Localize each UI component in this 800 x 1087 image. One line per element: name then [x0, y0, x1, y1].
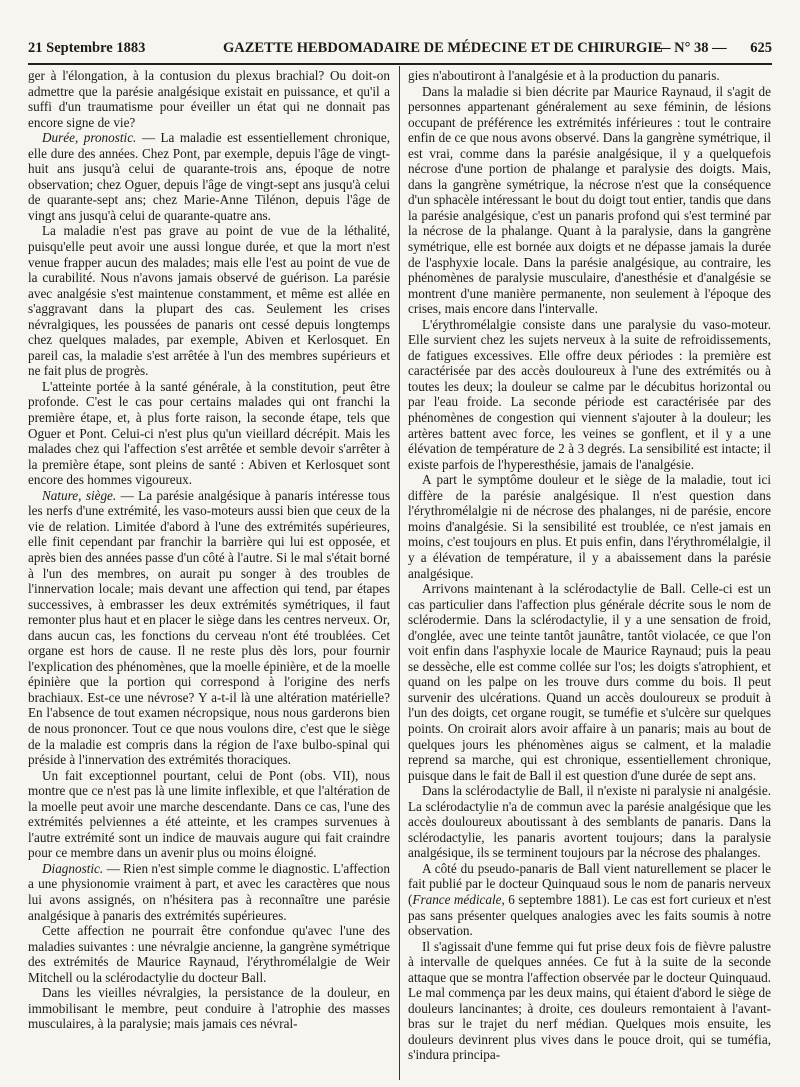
section-lead: Nature, siège. [42, 487, 117, 503]
paragraph: Cette affection ne pourrait être confondue qu'avec l'une des maladies suivantes : une névralgie ancienne, la gangrène symétrique des extrémités de Maurice Raynaud, l'érythromélalgie de Weir Mitchell ou la sclérodactylie du docteur Ball. [28, 923, 390, 985]
paragraph: La maladie n'est pas grave au point de vue de la léthalité, puisqu'elle peut avoir une aussi longue durée, et que la mort n'est venue frapper aucun des malades; mais elle l'est au point de vue de la curabilité. Nous n'avons jamais observé de guérison. La parésie avec analgésie s'est maintenue constamment, et même est allée en s'aggravant dans la plupart des cas. Seulement les crises névralgiques, les poussées de panaris ont cessé depuis longtemps chez quelques malades, par exemple, Abiven et Kerlosquet. En pareil cas, la maladie s'est arrêtée à l'un des membres supérieurs et ne fait plus de progrès. [28, 223, 390, 379]
paragraph: ger à l'élongation, à la contusion du plexus brachial? Ou doit-on admettre que la parésie analgésique existait en puissance, et qu'il a suffi d'un traumatisme pour éveiller un état qui ne donnait pas encore signe de vie? [28, 68, 390, 130]
journal-citation: France médicale [412, 891, 502, 907]
header-rule [28, 63, 772, 65]
section-lead: Diagnostic. [42, 860, 104, 876]
paragraph: Nature, siège. — La parésie analgésique à panaris intéresse tous les nerfs d'une extrémité, les vaso-moteurs aussi bien que ceux de la vie de relation. Limitée d'abord à l'une des extrémités supérieures, elle finit cependant par franchir la barrière qui lui est opposée, et après bien des années passe d'un côté à l'autre. Si le mal s'était borné à l'un des membres, on aurait pu songer à des troubles de l'innervation locale; mais devant une affection qui tend, par étapes successives, à embrasser les deux extrémités symétriques, il faut remonter plus haut et en placer le siège dans les centres nerveux. Or, dans aucun cas, les fonctions du cerveau n'ont été troublées. Cet organe est hors de cause. Il ne reste plus dès lors, pour fournir l'explication des phénomènes, que la moelle épinière, et de la moelle épinière que la portion qui correspond à l'origine des nerfs brachiaux. Est-ce une névrose? Y a-t-il là une altération matérielle? En l'absence de tout examen nécropsique, nous nous garderons bien de nous prononcer. Tout ce que nous voulons dire, c'est que le siège de la maladie est compris dans la région de l'axe bulbo-spinal qui préside à l'innervation des extrémités thoraciques. [28, 487, 390, 768]
paragraph: A part le symptôme douleur et le siège de la maladie, tout ici diffère de la parésie analgésique. Il n'est question dans l'érythromélalgie ni de nécrose des phalanges, ni de parésie, encore moins d'analgésie. Si la sensibilité est troublée, ce n'est jamais en moins, c'est toujours en plus. Et puis enfin, dans l'érythromélalgie, il y a élévation de température, il y a abaissement dans la parésie analgésique. [408, 472, 771, 581]
paragraph: Arrivons maintenant à la sclérodactylie de Ball. Celle-ci est un cas particulier dans l'affection plus générale décrite sous le nom de sclérodermie. Dans la sclérodactylie, il y a une sensation de froid, d'onglée, avec une teinte tantôt jaunâtre, tantôt violacée, ce que l'on voit enfin dans l'asphyxie locale de Maurice Raynaud; puis la peau se dessèche, elle est comme collée sur l'os; les doigts s'atrophient, et quand on les palpe on les trouve durs comme du bois. Il peut survenir des ulcérations. Quand un accès douloureux se produit à l'un des doigts, cet organe rougit, se tuméfie et s'ulcère sur quelques points. On croirait alors avoir affaire à un panaris; mais au bout de quelques jours les phénomènes aigus se calment, et la maladie reprend sa marche, qui est chronique, essentiellement chronique, puisque dans le fait de Ball il est question d'une durée de sept ans. [408, 581, 771, 783]
paragraph: Un fait exceptionnel pourtant, celui de Pont (obs. VII), nous montre que ce n'est pas là une limite inflexible, et que l'altération de la moelle peut avoir une marche descendante. Dans ce cas, l'une des extrémités pelviennes a été atteinte, et les crampes survenues à l'autre extrémité sont un indice de mauvais augure qui fait craindre pour ce membre dans un avenir plus ou moins éloigné. [28, 767, 390, 861]
section-lead: Durée, pronostic. [42, 130, 137, 146]
paragraph: Diagnostic. — Rien n'est simple comme le diagnostic. L'affection a une physionomie vraiment à part, et avec les caractères que nous lui avons assignés, on n'hésitera pas à reconnaître une parésie analgésique à panaris des extrémités supérieures. [28, 860, 390, 923]
left-column [28, 68, 390, 1080]
header-date: 21 Septembre 1883 [28, 40, 146, 56]
paragraph: gies n'aboutiront à l'analgésie et à la production du panaris. [408, 68, 720, 83]
header-page-number: 625 [750, 40, 772, 56]
paragraph: Il s'agissait d'une femme qui fut prise deux fois de fièvre palustre à intervalle de quelques années. Ce fut à la suite de la seconde attaque que se montra l'affection observée par le docteur Quinquaud. Le mal commença par les deux mains, qui étaient d'abord le siège de douleurs lancinantes; à droite, ces douleurs remontaient à l'avant-bras sur le trajet du nerf médian. Quelques mois ensuite, les douleurs devinrent plus vives dans le pouce droit, qui se tuméfia, s'indura principa- [408, 938, 771, 1063]
paragraph: Dans la maladie si bien décrite par Maurice Raynaud, il s'agit de personnes appartenant généralement au sexe féminin, de lésions occupant de préférence les extrémités inférieures : tout le contraire enfin de ce que nous avons observé. Dans la gangrène symétrique, il est vrai, comme dans la parésie analgésique, il y a quelquefois nécrose d'une portion de phalange et paralysie des doigts. Mais, dans la gangrène symétrique, la nécrose n'est que la conséquence d'un sphacèle intéressant le bout du doigt tout entier, tandis que dans la parésie analgésique, c'est un panaris profond qui s'est terminé par la nécrose de la phalange. Quant à la paralysie, dans la gangrène symétrique, elle est bornée aux doigts et ne dépasse jamais la durée de l'asphyxie locale. Dans la parésie analgésique, au contraire, les phénomènes de paralysie musculaire, d'anesthésie et d'analgésie se montrent d'une manière permanente, non seulement à l'époque des crises, mais encore dans l'intervalle. [408, 83, 771, 317]
paragraph: Durée, pronostic. — La maladie est essentiellement chronique, elle dure des années. Chez Pont, par exemple, depuis l'âge de vingt-huit ans jusqu'à celui de quarante-trois ans, époque de notre observation; chez Oguer, depuis l'âge de vingt-sept ans jusqu'à celui de quarante-sept ans; chez Marie-Anne Tilénon, depuis l'âge de vingt ans jusqu'à celui de quarante-quatre ans. [28, 130, 390, 223]
running-header [28, 40, 772, 62]
right-column [408, 68, 771, 1080]
paragraph: L'atteinte portée à la santé générale, à la constitution, peut être profonde. C'est le cas pour certains malades qui ont franchi la première étape, et, à plus forte raison, la seconde étape, tels que Oguer et Pont. Celui-ci n'est plus qu'un vieillard décrépit. Mais les malades chez qui l'affection s'est arrêtée et semble devoir s'arrêter à la première étape, sont pleins de santé : Abiven et Kerlosquet sont encore des hommes vigoureux. [28, 378, 390, 488]
paragraph: Dans la sclérodactylie de Ball, il n'existe ni paralysie ni analgésie. La sclérodactylie n'a de commun avec la parésie analgésique que les accès douloureux aboutissant à des semblants de panaris. Dans la sclérodactylie, les panaris avortent toujours; dans la paralysie analgésique, ils se terminent toujours par la nécrose des phalanges. [408, 783, 771, 861]
paragraph: L'érythromélalgie consiste dans une paralysie du vaso-moteur. Elle survient chez les sujets nerveux à la suite de refroidissements, de fatigues excessives. Elle offre deux périodes : la première est caractérisée par des accès douloureux à l'une des extrémités ou à toutes les deux; la douleur se calme par le décubitus horizontal ou par l'eau froide. La seconde période est caractérisée par des phénomènes de congestion qui viennent s'ajouter à la douleur; les artères battent avec force, les veines se gonflent, et il y a une élévation de température de 2 à 3 degrés. La sensibilité est intacte; il existe parfois de l'hyperesthésie, jamais de l'analgésie. [408, 316, 771, 472]
header-title: GAZETTE HEBDOMADAIRE DE MÉDECINE ET DE CHIRURGIE [223, 40, 663, 56]
paragraph: Dans les vieilles névralgies, la persistance de la douleur, en immobilisant le membre, peut conduire à l'atrophie des masses musculaires, à la paralysie; mais jamais ces névral- [28, 985, 390, 1032]
paragraph: A côté du pseudo-panaris de Ball vient naturellement se placer le fait publié par le docteur Quinquaud sous le nom de panaris nerveux (France médicale, 6 septembre 1881). Le cas est fort curieux et n'est pas sans présenter quelques analogies avec les faits soumis à notre observation. [408, 860, 771, 939]
column-divider [399, 66, 400, 1080]
header-issue: — N° 38 — [656, 40, 727, 56]
